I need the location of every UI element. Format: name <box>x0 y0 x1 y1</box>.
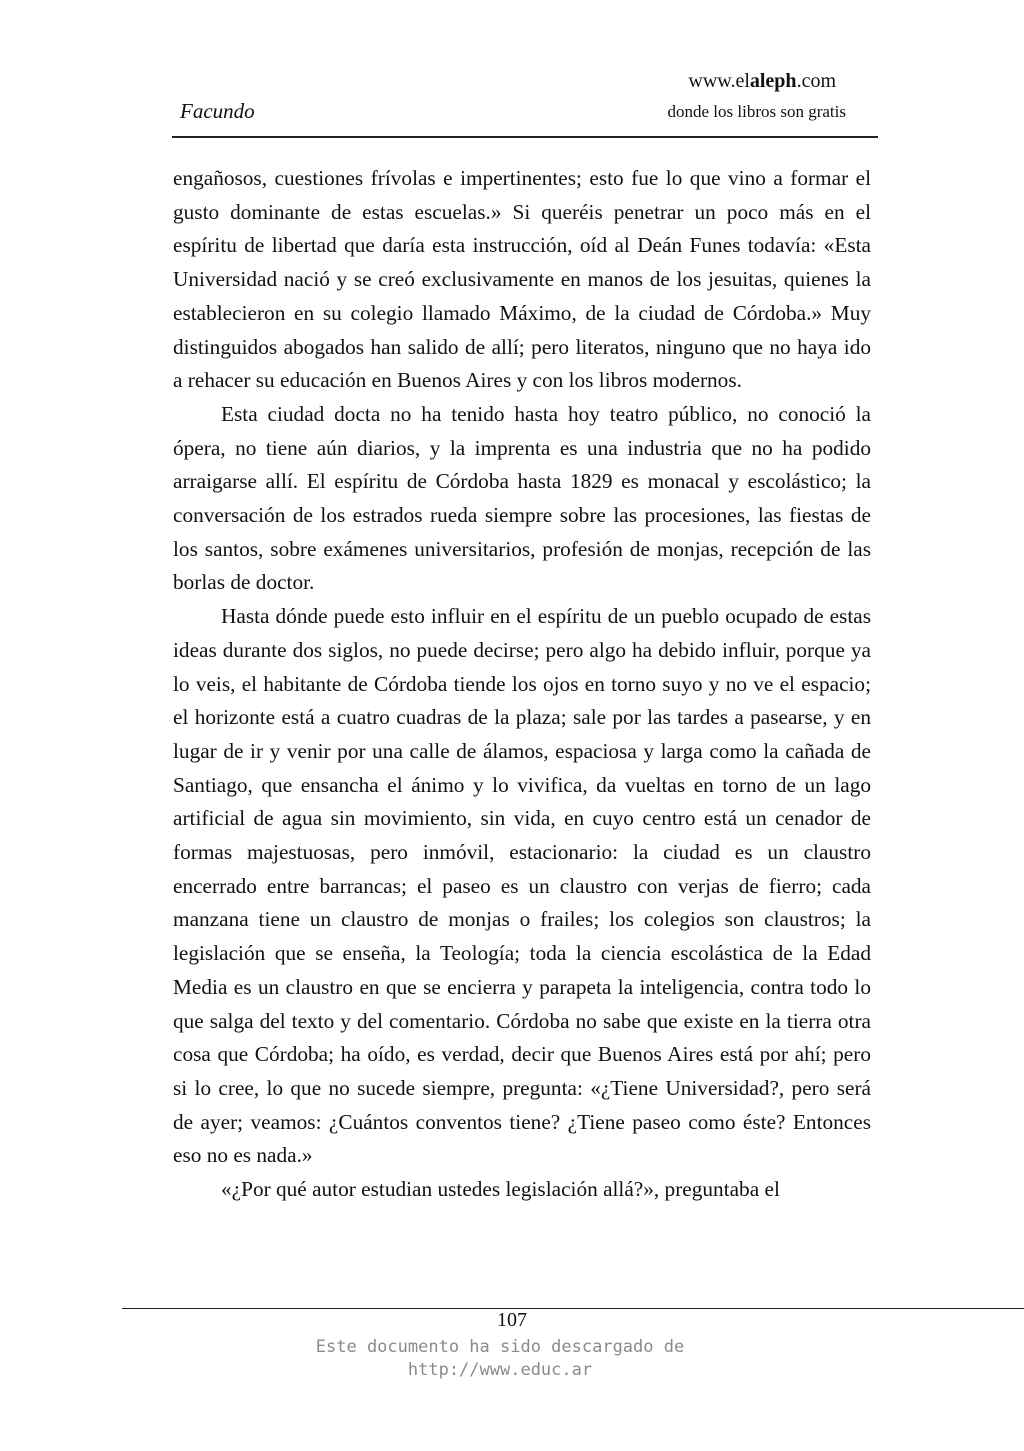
site-tagline: donde los libros son gratis <box>667 102 846 121</box>
book-title: Facundo <box>180 99 255 123</box>
paragraph-4: «¿Por qué autor estudian ustedes legislación allá?», preguntaba el <box>221 1177 780 1202</box>
page-body <box>173 162 871 1207</box>
paragraph-3: Hasta dónde puede esto influir en el espíritu de un pueblo ocupado de estas ideas durante dos siglos, no puede decirse; pero algo ha debido influir, porque ya lo veis, el habitante de Córdoba tiende los ojos en torno suyo y no ve el espacio; el horizonte está a cuatro cuadras de la plaza; sale por las tardes a pasearse, y en lugar de ir y venir por una calle de álamos, espaciosa y larga como la cañada de Santiago, que ensancha el ánimo y lo vivifica, da vueltas en torno de un lago artificial de agua sin movimiento, sin vida, en cuyo centro está un cenador de formas majestuosas, pero inmóvil, estacionario: la ciudad es un claustro encerrado entre barrancas; el paseo es un claustro con verjas de fierro; cada manzana tiene un claustro de monjas o frailes; los colegios son claustros; la legislación que se enseña, la Teología; toda la ciencia escolástica de la Edad Media es un claustro en que se encierra y parapeta la inteligencia, contra todo lo que salga del texto y del comentario. Córdoba no sabe que existe en la tierra otra cosa que Córdoba; ha oído, es verdad, decir que Buenos Aires está por ahí; pero si lo cree, lo que no sucede siempre, pregunta: «¿Tiene Universidad?, pero será de ayer; veamos: ¿Cuántos conventos tiene? ¿Tiene paseo como éste? Entonces eso no es nada.» <box>173 604 871 1168</box>
paragraph-2: Esta ciudad docta no ha tenido hasta hoy teatro público, no conoció la ópera, no tiene aún diarios, y la imprenta es una industria que no ha podido arraigarse allí. El espíritu de Córdoba hasta 1829 es monacal y escolástico; la conversación de los estrados rueda siempre sobre las procesiones, las fiestas de los santos, sobre exámenes universitarios, profesión de monjas, recepción de las borlas de doctor. <box>173 401 871 595</box>
download-notice <box>0 1336 1000 1382</box>
site-url-suffix: .com <box>796 70 836 92</box>
download-notice-line-1: Este documento ha sido descargado de <box>315 1337 685 1357</box>
download-notice-url[interactable]: http://www.educ.ar <box>407 1360 593 1380</box>
header-divider <box>172 136 878 138</box>
site-url-bold: aleph <box>749 70 797 92</box>
page-number: 107 <box>497 1309 527 1331</box>
site-url[interactable] <box>540 70 836 93</box>
paragraph-1: engañosos, cuestiones frívolas e impertinentes; esto fue lo que vino a formar el gusto dominante de estas escuelas.» Si queréis penetrar un poco más en el espíritu de libertad que daría esta instrucción, oíd al Deán Funes todavía: «Esta Universidad nació y se creó exclusivamente en manos de los jesuitas, quienes la establecieron en su colegio llamado Máximo, de la ciudad de Córdoba.» Muy distinguidos abogados han salido de allí; pero literatos, ninguno que no haya ido a rehacer su educación en Buenos Aires y con los libros modernos. <box>173 166 871 393</box>
site-url-prefix: www.el <box>688 70 750 92</box>
